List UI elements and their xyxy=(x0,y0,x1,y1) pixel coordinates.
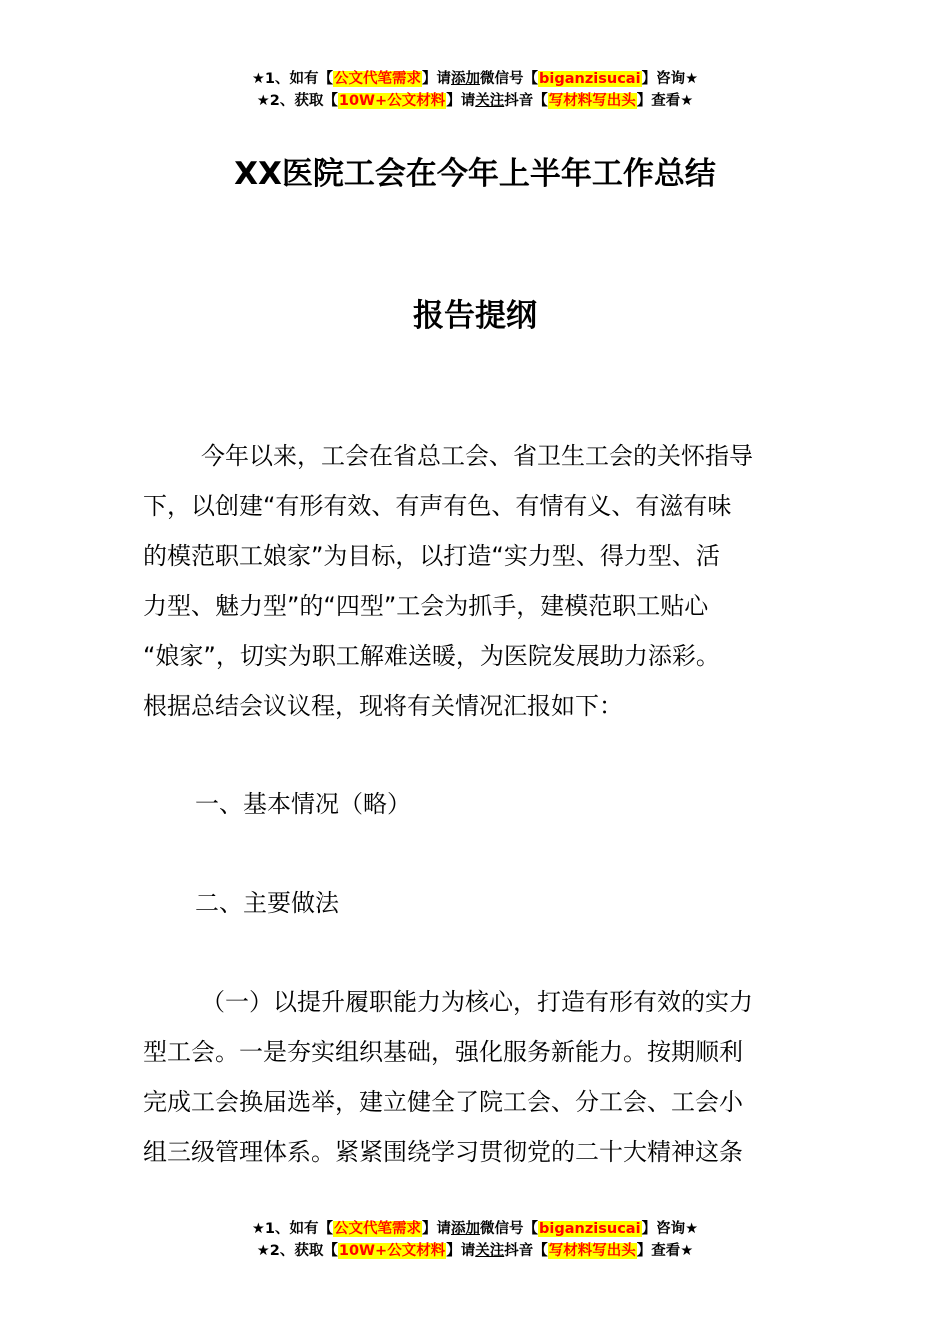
banner-text: ★1、如有【 xyxy=(251,71,334,87)
banner-line-2 xyxy=(0,90,950,112)
banner-text: 抖音【 xyxy=(504,93,548,109)
banner-text: 】咨询★ xyxy=(641,71,699,87)
paragraph-line: 力型、魅力型”的“四型”工会为抓手，建模范职工贴心 xyxy=(143,592,709,620)
methods-paragraph xyxy=(143,977,807,1177)
paragraph-line: 的模范职工娘家”为目标，以打造“实力型、得力型、活 xyxy=(143,542,720,570)
banner-text: ★2、获取【 xyxy=(256,1243,338,1259)
banner-text: 】请 xyxy=(422,71,452,87)
banner-text: 】请 xyxy=(446,1243,476,1259)
banner-highlight: biganzisucai xyxy=(539,1221,641,1237)
banner-highlight: 写材料写出头 xyxy=(548,1243,636,1259)
banner-text: 】咨询★ xyxy=(641,1221,699,1237)
paragraph-line: 今年以来，工会在省总工会、省卫生工会的关怀指导 xyxy=(201,442,753,470)
banner-line-1 xyxy=(0,68,950,90)
banner-highlight: 公文代笔需求 xyxy=(334,1221,422,1237)
paragraph-line: 根据总结会议议程，现将有关情况汇报如下： xyxy=(143,692,623,720)
top-banner xyxy=(0,68,950,112)
banner-text: 抖音【 xyxy=(504,1243,548,1259)
banner-highlight: 公文代笔需求 xyxy=(334,71,422,87)
banner-underline: 添加 xyxy=(451,71,481,87)
document-title-line-2: 报告提纲 xyxy=(413,298,537,334)
section-heading-basic: 一、基本情况（略） xyxy=(195,790,411,818)
banner-highlight: 10W+公文材料 xyxy=(338,1243,446,1259)
banner-highlight: 10W+公文材料 xyxy=(338,93,446,109)
banner-text: 微信号【 xyxy=(480,1221,539,1237)
banner-underline: 关注 xyxy=(475,93,505,109)
banner-text: ★1、如有【 xyxy=(251,1221,334,1237)
banner-text: ★2、获取【 xyxy=(256,93,338,109)
paragraph-line: “娘家”，切实为职工解难送暖，为医院发展助力添彩。 xyxy=(143,642,720,670)
banner-underline: 关注 xyxy=(475,1243,505,1259)
banner-underline: 添加 xyxy=(451,1221,481,1237)
banner-text: 】查看★ xyxy=(636,1243,694,1259)
paragraph-line: 组三级管理体系。紧紧围绕学习贯彻党的二十大精神这条 xyxy=(143,1138,743,1166)
paragraph-line: 型工会。一是夯实组织基础，强化服务新能力。按期顺利 xyxy=(143,1038,743,1066)
banner-text: 】请 xyxy=(446,93,476,109)
intro-paragraph xyxy=(143,431,807,731)
section-heading-methods: 二、主要做法 xyxy=(195,889,339,917)
paragraph-line: 下，以创建“有形有效、有声有色、有情有义、有滋有味 xyxy=(143,492,732,520)
banner-text: 】请 xyxy=(422,1221,452,1237)
document-title-line-1: XX医院工会在今年上半年工作总结 xyxy=(234,156,716,192)
banner-highlight: biganzisucai xyxy=(539,71,641,87)
banner-highlight: 写材料写出头 xyxy=(548,93,636,109)
banner-line-2 xyxy=(0,1240,950,1262)
banner-line-1 xyxy=(0,1218,950,1240)
paragraph-line: （一）以提升履职能力为核心，打造有形有效的实力 xyxy=(201,988,753,1016)
banner-text: 】查看★ xyxy=(636,93,694,109)
bottom-banner xyxy=(0,1218,950,1262)
paragraph-line: 完成工会换届选举，建立健全了院工会、分工会、工会小 xyxy=(143,1088,743,1116)
banner-text: 微信号【 xyxy=(480,71,539,87)
